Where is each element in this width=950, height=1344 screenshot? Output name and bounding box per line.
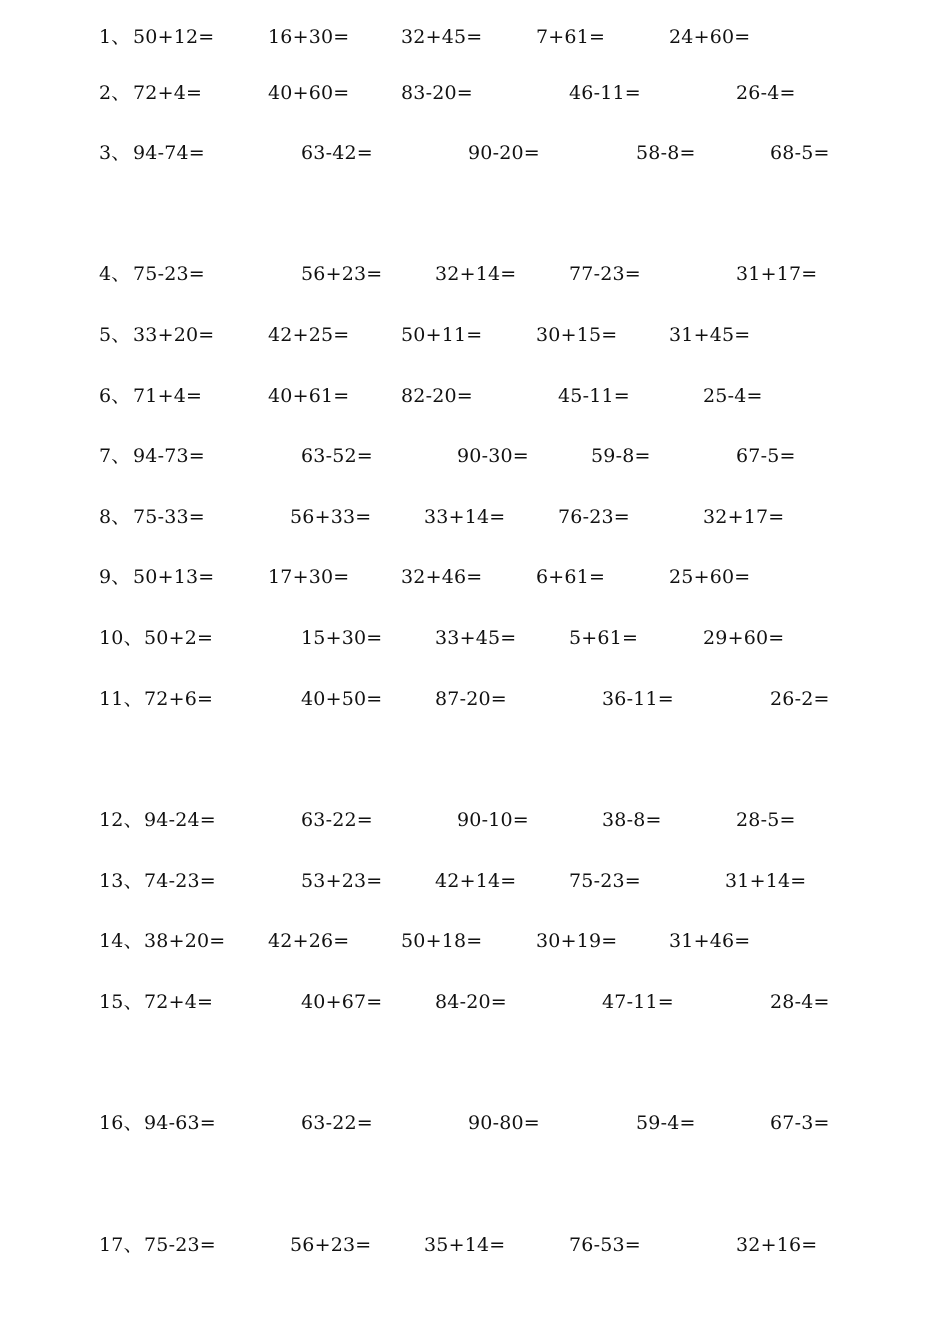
math-problem: 32+45= — [401, 26, 483, 48]
worksheet-row — [0, 926, 950, 956]
math-problem: 26-4= — [736, 82, 796, 104]
math-problem: 40+60= — [268, 82, 350, 104]
math-problem: 82-20= — [401, 385, 473, 407]
math-problem: 25-4= — [703, 385, 763, 407]
math-problem: 90-10= — [457, 809, 529, 831]
math-problem: 38+20= — [144, 930, 226, 952]
math-problem: 72+4= — [144, 991, 214, 1013]
math-problem: 59-8= — [591, 445, 651, 467]
worksheet-row — [0, 987, 950, 1017]
row-number: 6、 — [99, 385, 131, 407]
math-problem: 87-20= — [435, 688, 507, 710]
math-problem: 32+14= — [435, 263, 517, 285]
row-number: 4、 — [99, 263, 131, 285]
math-problem: 32+17= — [703, 506, 785, 528]
worksheet-row — [0, 562, 950, 592]
worksheet-row — [0, 1108, 950, 1138]
math-problem: 31+46= — [669, 930, 751, 952]
math-problem: 63-22= — [301, 809, 373, 831]
math-problem: 45-11= — [558, 385, 630, 407]
math-problem: 31+45= — [669, 324, 751, 346]
math-problem: 56+23= — [301, 263, 383, 285]
math-problem: 90-20= — [468, 142, 540, 164]
math-problem: 25+60= — [669, 566, 751, 588]
math-problem: 90-30= — [457, 445, 529, 467]
math-problem: 50+13= — [133, 566, 215, 588]
math-problem: 50+2= — [144, 627, 214, 649]
math-problem: 26-2= — [770, 688, 830, 710]
math-problem: 28-4= — [770, 991, 830, 1013]
row-number: 15、 — [99, 991, 143, 1013]
math-problem: 94-63= — [144, 1112, 216, 1134]
worksheet-row — [0, 805, 950, 835]
worksheet-row — [0, 320, 950, 350]
math-problem: 40+61= — [268, 385, 350, 407]
math-problem: 76-23= — [558, 506, 630, 528]
math-problem: 33+20= — [133, 324, 215, 346]
row-number: 13、 — [99, 870, 143, 892]
math-problem: 74-23= — [144, 870, 216, 892]
row-number: 5、 — [99, 324, 131, 346]
math-problem: 94-74= — [133, 142, 205, 164]
math-problem: 76-53= — [569, 1234, 641, 1256]
math-problem: 33+45= — [435, 627, 517, 649]
math-problem: 67-5= — [736, 445, 796, 467]
math-problem: 42+14= — [435, 870, 517, 892]
math-problem: 16+30= — [268, 26, 350, 48]
math-problem: 42+25= — [268, 324, 350, 346]
row-number: 9、 — [99, 566, 131, 588]
worksheet-row — [0, 866, 950, 896]
math-problem: 75-23= — [133, 263, 205, 285]
math-problem: 94-24= — [144, 809, 216, 831]
math-problem: 35+14= — [424, 1234, 506, 1256]
worksheet-row — [0, 502, 950, 532]
math-problem: 72+4= — [133, 82, 203, 104]
row-number: 7、 — [99, 445, 131, 467]
math-problem: 53+23= — [301, 870, 383, 892]
math-problem: 32+16= — [736, 1234, 818, 1256]
row-number: 11、 — [99, 688, 143, 710]
row-number: 14、 — [99, 930, 143, 952]
worksheet-row — [0, 138, 950, 168]
math-problem: 42+26= — [268, 930, 350, 952]
math-problem: 72+6= — [144, 688, 214, 710]
math-problem: 75-23= — [569, 870, 641, 892]
row-number: 2、 — [99, 82, 131, 104]
row-number: 3、 — [99, 142, 131, 164]
math-problem: 32+46= — [401, 566, 483, 588]
math-problem: 24+60= — [669, 26, 751, 48]
math-problem: 75-23= — [144, 1234, 216, 1256]
math-problem: 50+11= — [401, 324, 483, 346]
math-problem: 30+15= — [536, 324, 618, 346]
math-problem: 15+30= — [301, 627, 383, 649]
row-number: 10、 — [99, 627, 143, 649]
math-problem: 58-8= — [636, 142, 696, 164]
math-problem: 6+61= — [536, 566, 606, 588]
math-problem: 7+61= — [536, 26, 606, 48]
math-problem: 28-5= — [736, 809, 796, 831]
math-problem: 17+30= — [268, 566, 350, 588]
worksheet-row — [0, 1230, 950, 1260]
math-problem: 77-23= — [569, 263, 641, 285]
math-problem: 50+12= — [133, 26, 215, 48]
math-problem: 75-33= — [133, 506, 205, 528]
math-problem: 59-4= — [636, 1112, 696, 1134]
math-problem: 36-11= — [602, 688, 674, 710]
math-problem: 29+60= — [703, 627, 785, 649]
row-number: 12、 — [99, 809, 143, 831]
math-problem: 50+18= — [401, 930, 483, 952]
math-problem: 40+50= — [301, 688, 383, 710]
math-problem: 94-73= — [133, 445, 205, 467]
math-problem: 5+61= — [569, 627, 639, 649]
math-problem: 71+4= — [133, 385, 203, 407]
worksheet-row — [0, 441, 950, 471]
math-problem: 38-8= — [602, 809, 662, 831]
math-problem: 63-52= — [301, 445, 373, 467]
math-problem: 67-3= — [770, 1112, 830, 1134]
math-problem: 33+14= — [424, 506, 506, 528]
worksheet-row — [0, 684, 950, 714]
math-problem: 31+14= — [725, 870, 807, 892]
math-problem: 90-80= — [468, 1112, 540, 1134]
math-problem: 83-20= — [401, 82, 473, 104]
math-problem: 47-11= — [602, 991, 674, 1013]
row-number: 16、 — [99, 1112, 143, 1134]
math-problem: 84-20= — [435, 991, 507, 1013]
math-problem: 63-42= — [301, 142, 373, 164]
worksheet-row — [0, 22, 950, 52]
row-number: 1、 — [99, 26, 131, 48]
math-problem: 31+17= — [736, 263, 818, 285]
math-problem: 40+67= — [301, 991, 383, 1013]
row-number: 8、 — [99, 506, 131, 528]
math-problem: 63-22= — [301, 1112, 373, 1134]
math-problem: 30+19= — [536, 930, 618, 952]
math-problem: 46-11= — [569, 82, 641, 104]
worksheet-row — [0, 381, 950, 411]
math-problem: 56+23= — [290, 1234, 372, 1256]
worksheet-row — [0, 78, 950, 108]
worksheet-row — [0, 623, 950, 653]
row-number: 17、 — [99, 1234, 143, 1256]
math-problem: 56+33= — [290, 506, 372, 528]
math-problem: 68-5= — [770, 142, 830, 164]
worksheet-row — [0, 259, 950, 289]
